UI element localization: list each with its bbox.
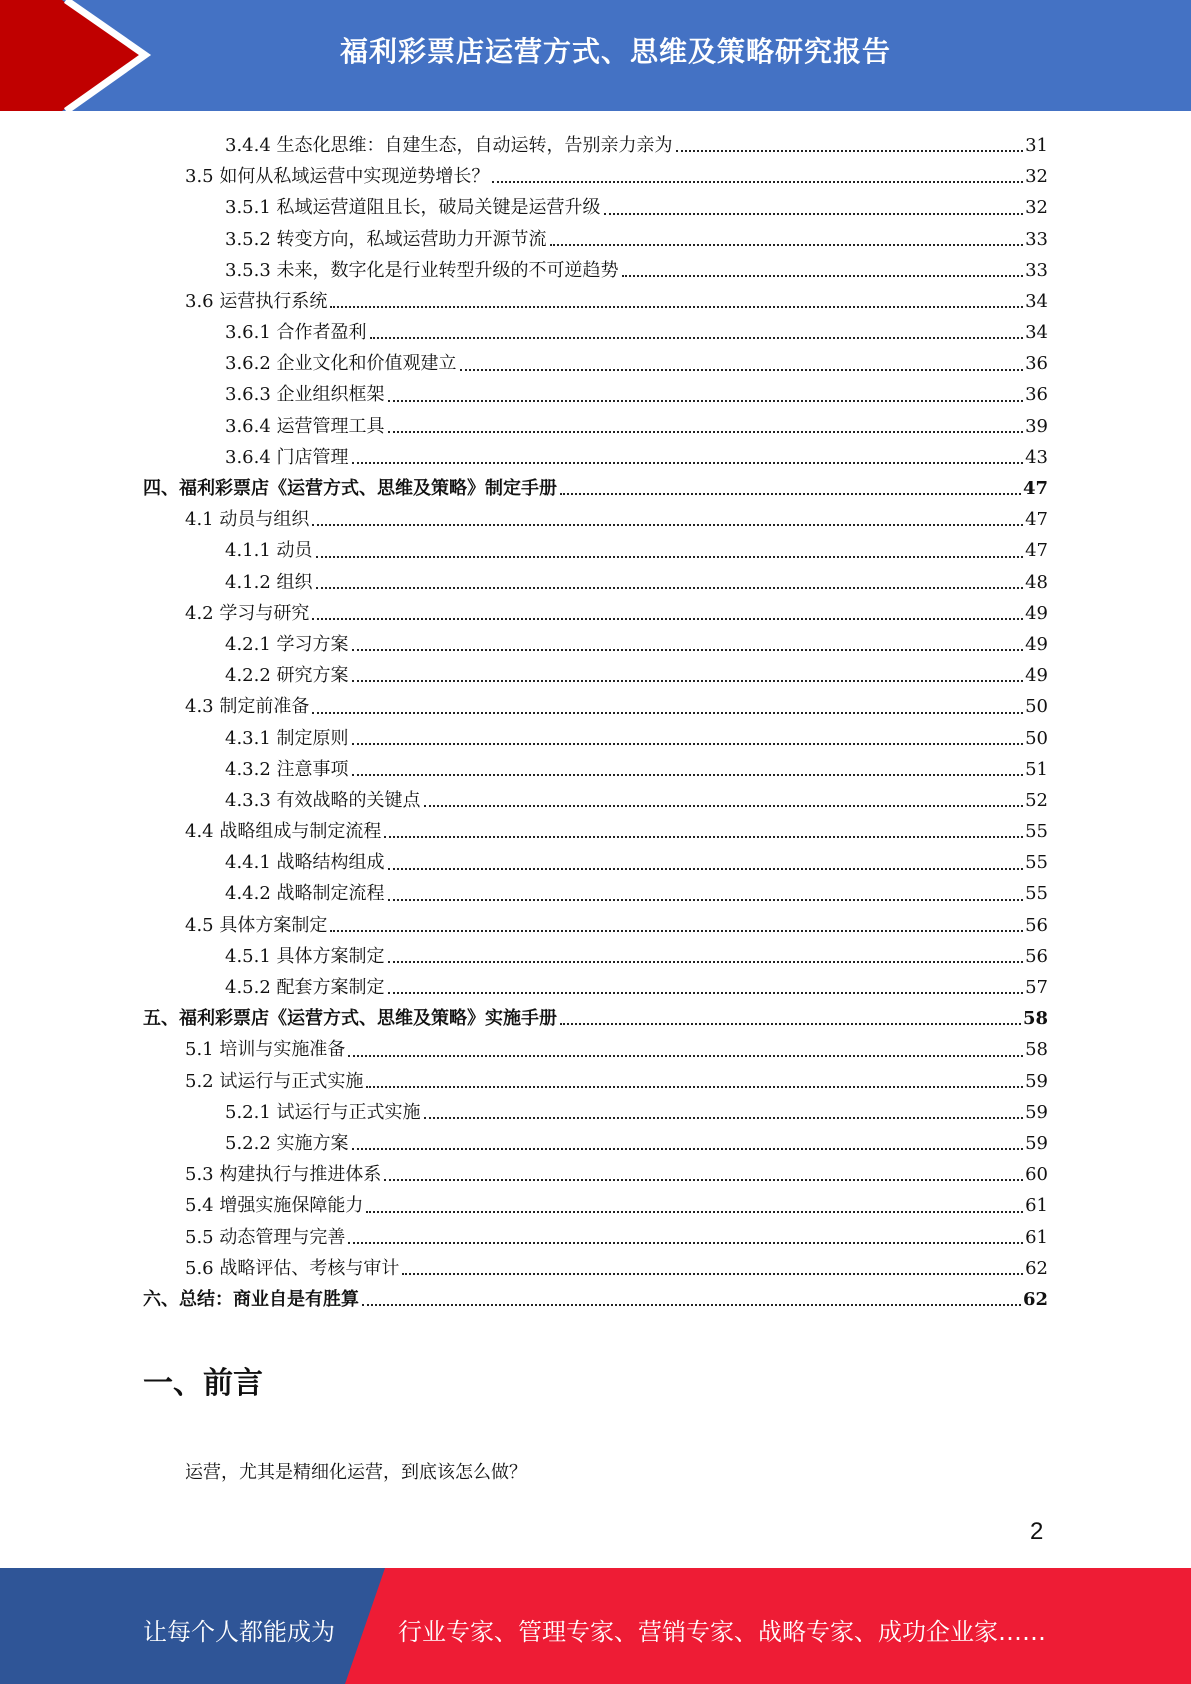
toc-entry[interactable]: [143, 1097, 1048, 1128]
toc-entry-title: 4.4.1 战略结构组成: [225, 852, 385, 874]
toc-entry-title: 4.3.1 制定原则: [225, 727, 349, 749]
footer-slogan-left: 让每个人都能成为: [143, 1618, 335, 1646]
toc-entry[interactable]: [143, 1284, 1048, 1315]
toc-dot-leader: [330, 306, 1023, 308]
table-of-contents: [143, 130, 1048, 1315]
toc-entry-page: 55: [1025, 883, 1048, 905]
footer-slogan-right: 行业专家、管理专家、营销专家、战略专家、成功企业家……: [398, 1618, 1046, 1646]
report-title: 福利彩票店运营方式、思维及策略研究报告: [339, 35, 891, 68]
toc-entry-title: 4.5 具体方案制定: [185, 914, 328, 936]
toc-dot-leader: [330, 930, 1023, 932]
toc-entry-title: 4.2.2 研究方案: [225, 665, 349, 687]
toc-entry-page: 52: [1025, 789, 1048, 811]
toc-dot-leader: [352, 1148, 1024, 1150]
toc-entry[interactable]: [143, 598, 1048, 629]
toc-entry-page: 57: [1025, 977, 1048, 999]
toc-entry-page: 59: [1025, 1132, 1048, 1154]
toc-entry-title: 3.5 如何从私域运营中实现逆势增长？: [185, 166, 490, 188]
toc-entry-page: 43: [1025, 446, 1048, 468]
toc-dot-leader: [550, 244, 1024, 246]
toc-entry[interactable]: [143, 754, 1048, 785]
toc-entry-page: 58: [1025, 1039, 1048, 1061]
toc-entry-title: 5.5 动态管理与完善: [185, 1226, 346, 1248]
toc-entry[interactable]: [143, 847, 1048, 878]
toc-entry-page: 61: [1025, 1195, 1048, 1217]
toc-entry[interactable]: [143, 785, 1048, 816]
toc-entry[interactable]: [143, 255, 1048, 286]
toc-entry-page: 60: [1025, 1164, 1048, 1186]
body-paragraph: 运营，尤其是精细化运营，到底该怎么做？: [185, 1462, 527, 1483]
toc-entry[interactable]: [143, 1190, 1048, 1221]
toc-entry[interactable]: [143, 1253, 1048, 1284]
toc-entry-title: 3.4.4 生态化思维：自建生态，自动运转，告别亲力亲为: [225, 134, 673, 156]
toc-entry-title: 六、总结：商业自是有胜算: [143, 1288, 359, 1310]
toc-entry-page: 62: [1022, 1288, 1048, 1310]
toc-dot-leader: [388, 992, 1024, 994]
toc-entry-title: 3.6.2 企业文化和价值观建立: [225, 353, 457, 375]
toc-entry-page: 50: [1025, 727, 1048, 749]
toc-entry-page: 34: [1025, 322, 1048, 344]
toc-entry-page: 39: [1025, 415, 1048, 437]
toc-dot-leader: [384, 1179, 1023, 1181]
toc-dot-leader: [460, 369, 1024, 371]
toc-dot-leader: [348, 1242, 1023, 1244]
toc-entry[interactable]: [143, 1222, 1048, 1253]
toc-entry-page: 51: [1025, 758, 1048, 780]
toc-entry-title: 4.1.2 组织: [225, 571, 313, 593]
page-header: [0, 0, 1191, 111]
toc-dot-leader: [316, 556, 1024, 558]
toc-dot-leader: [424, 805, 1024, 807]
page-number: 2: [1030, 1518, 1044, 1545]
toc-dot-leader: [316, 587, 1024, 589]
toc-entry-title: 5.1 培训与实施准备: [185, 1039, 346, 1061]
toc-entry-page: 50: [1025, 696, 1048, 718]
toc-entry-title: 4.1 动员与组织: [185, 509, 310, 531]
toc-entry[interactable]: [143, 535, 1048, 566]
toc-entry-page: 59: [1025, 1070, 1048, 1092]
toc-dot-leader: [312, 712, 1023, 714]
toc-entry[interactable]: [143, 411, 1048, 442]
toc-dot-leader: [312, 618, 1023, 620]
toc-entry-title: 3.6.4 门店管理: [225, 446, 349, 468]
toc-entry[interactable]: [143, 130, 1048, 161]
toc-dot-leader: [388, 400, 1024, 402]
toc-entry-page: 49: [1025, 665, 1048, 687]
toc-entry-title: 3.5.3 未来，数字化是行业转型升级的不可逆趋势: [225, 259, 619, 281]
toc-dot-leader: [560, 1023, 1021, 1025]
toc-dot-leader: [348, 1055, 1023, 1057]
toc-dot-leader: [312, 524, 1023, 526]
toc-entry[interactable]: [143, 286, 1048, 317]
toc-dot-leader: [388, 868, 1024, 870]
section-heading: 一、前言: [143, 1366, 263, 1401]
toc-entry-page: 32: [1025, 166, 1048, 188]
toc-entry-title: 3.5.2 转变方向，私域运营助力开源节流: [225, 228, 547, 250]
toc-dot-leader: [384, 836, 1023, 838]
toc-entry[interactable]: [143, 879, 1048, 910]
toc-entry-title: 3.6.4 运营管理工具: [225, 415, 385, 437]
toc-dot-leader: [366, 1211, 1023, 1213]
toc-dot-leader: [388, 961, 1024, 963]
toc-entry-page: 49: [1025, 602, 1048, 624]
toc-dot-leader: [352, 680, 1024, 682]
toc-entry[interactable]: [143, 972, 1048, 1003]
toc-entry[interactable]: [143, 380, 1048, 411]
toc-entry[interactable]: [143, 161, 1048, 192]
toc-entry[interactable]: [143, 1003, 1048, 1034]
toc-dot-leader: [366, 1086, 1023, 1088]
toc-entry-page: 58: [1022, 1008, 1048, 1030]
toc-entry-title: 4.3.3 有效战略的关键点: [225, 789, 421, 811]
toc-entry[interactable]: [143, 348, 1048, 379]
page-footer: [0, 1568, 1191, 1684]
toc-entry-title: 5.2.1 试运行与正式实施: [225, 1101, 421, 1123]
toc-entry[interactable]: [143, 1159, 1048, 1190]
toc-entry-title: 四、福利彩票店《运营方式、思维及策略》制定手册: [143, 478, 557, 500]
toc-entry-page: 36: [1025, 384, 1048, 406]
toc-entry-page: 32: [1025, 197, 1048, 219]
toc-dot-leader: [402, 1273, 1023, 1275]
toc-entry[interactable]: [143, 1066, 1048, 1097]
toc-entry[interactable]: [143, 691, 1048, 722]
toc-entry-title: 4.3 制定前准备: [185, 696, 310, 718]
toc-entry[interactable]: [143, 660, 1048, 691]
toc-entry[interactable]: [143, 567, 1048, 598]
toc-dot-leader: [352, 774, 1024, 776]
toc-entry-page: 47: [1022, 478, 1048, 500]
toc-entry[interactable]: [143, 473, 1048, 504]
toc-entry[interactable]: [143, 442, 1048, 473]
toc-entry-title: 5.2.2 实施方案: [225, 1132, 349, 1154]
toc-dot-leader: [388, 899, 1024, 901]
toc-entry-title: 4.1.1 动员: [225, 540, 313, 562]
toc-entry[interactable]: [143, 504, 1048, 535]
toc-entry[interactable]: [143, 910, 1048, 941]
toc-entry-page: 34: [1025, 290, 1048, 312]
toc-entry-title: 5.4 增强实施保障能力: [185, 1195, 364, 1217]
toc-entry-title: 5.6 战略评估、考核与审计: [185, 1257, 400, 1279]
toc-entry-title: 3.5.1 私域运营道阻且长，破局关键是运营升级: [225, 197, 601, 219]
toc-entry[interactable]: [143, 629, 1048, 660]
toc-entry-page: 47: [1025, 509, 1048, 531]
toc-entry-page: 56: [1025, 945, 1048, 967]
toc-entry-title: 4.2.1 学习方案: [225, 633, 349, 655]
toc-entry[interactable]: [143, 1034, 1048, 1065]
toc-entry[interactable]: [143, 224, 1048, 255]
toc-entry-page: 47: [1025, 540, 1048, 562]
toc-entry-page: 31: [1025, 134, 1048, 156]
toc-entry-title: 4.2 学习与研究: [185, 602, 310, 624]
toc-entry-title: 4.4.2 战略制定流程: [225, 883, 385, 905]
toc-dot-leader: [424, 1117, 1024, 1119]
toc-entry[interactable]: [143, 941, 1048, 972]
toc-entry-title: 4.5.2 配套方案制定: [225, 977, 385, 999]
toc-entry-page: 48: [1025, 571, 1048, 593]
toc-entry-page: 55: [1025, 821, 1048, 843]
toc-entry-page: 33: [1025, 228, 1048, 250]
toc-entry-title: 5.2 试运行与正式实施: [185, 1070, 364, 1092]
toc-entry-title: 4.5.1 具体方案制定: [225, 945, 385, 967]
toc-entry-page: 61: [1025, 1226, 1048, 1248]
toc-entry-page: 62: [1025, 1257, 1048, 1279]
toc-dot-leader: [388, 431, 1024, 433]
toc-entry-page: 55: [1025, 852, 1048, 874]
toc-dot-leader: [370, 337, 1024, 339]
toc-entry-page: 36: [1025, 353, 1048, 375]
toc-dot-leader: [492, 181, 1023, 183]
toc-entry-page: 49: [1025, 633, 1048, 655]
toc-entry[interactable]: [143, 723, 1048, 754]
toc-entry-title: 五、福利彩票店《运营方式、思维及策略》实施手册: [143, 1008, 557, 1030]
toc-entry[interactable]: [143, 816, 1048, 847]
toc-entry-title: 3.6 运营执行系统: [185, 290, 328, 312]
toc-dot-leader: [604, 213, 1024, 215]
toc-dot-leader: [352, 649, 1024, 651]
toc-entry-title: 3.6.3 企业组织框架: [225, 384, 385, 406]
toc-entry[interactable]: [143, 192, 1048, 223]
toc-entry-title: 4.4 战略组成与制定流程: [185, 821, 382, 843]
toc-dot-leader: [352, 462, 1024, 464]
toc-dot-leader: [622, 275, 1024, 277]
toc-entry-page: 59: [1025, 1101, 1048, 1123]
toc-entry-title: 4.3.2 注意事项: [225, 758, 349, 780]
toc-entry[interactable]: [143, 1128, 1048, 1159]
toc-entry-page: 56: [1025, 914, 1048, 936]
toc-dot-leader: [362, 1304, 1021, 1306]
toc-entry-page: 33: [1025, 259, 1048, 281]
toc-dot-leader: [352, 743, 1024, 745]
toc-dot-leader: [676, 150, 1024, 152]
toc-dot-leader: [560, 493, 1021, 495]
toc-entry-title: 5.3 构建执行与推进体系: [185, 1164, 382, 1186]
toc-entry-title: 3.6.1 合作者盈利: [225, 322, 367, 344]
toc-entry[interactable]: [143, 317, 1048, 348]
